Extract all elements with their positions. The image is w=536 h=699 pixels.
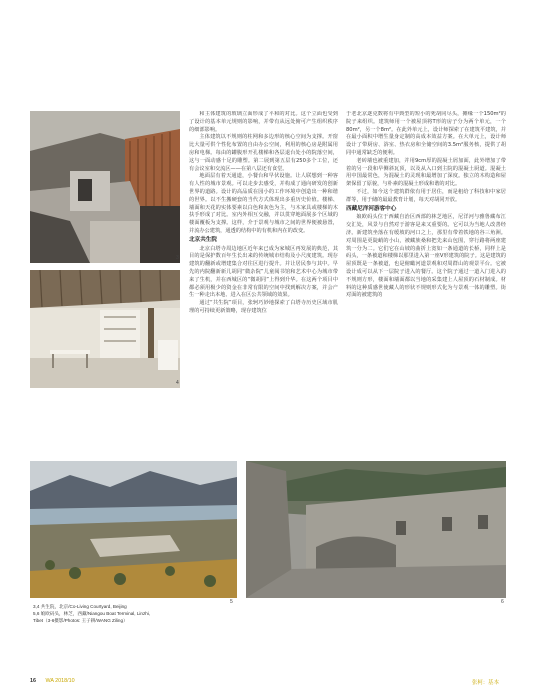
photo-number-3: 3 bbox=[176, 255, 179, 261]
col2-paragraph-2: 老砖墙也被重建加，并用9cm厚的混凝土屑加面，此外增加了带着的另一段和早侧斜瓦顶，以及从入口到主院的混凝土厨道。混凝土用中国最常色，为混凝土的灵现和最增加了深度。独立的木构造和屋架保留了原貌，与朴素的混凝土形成和谐的对比。 bbox=[346, 157, 506, 188]
photo-number-5: 5 bbox=[230, 599, 233, 605]
photo-number-4: 4 bbox=[176, 380, 179, 386]
caption-line-1: 3,4 共生院，北京/Co-Living Courtyard, Beijing bbox=[33, 604, 127, 609]
footer-left bbox=[30, 678, 75, 684]
photo-number-6: 6 bbox=[501, 599, 504, 605]
col1-paragraph-3: 地面层有着天通道，小餐台和早伏设施。让人联想到一种客有人性的城市景观。可以走步去感受，并构成了通向研发的创新世界的道路。设计的高品质在园小的工作环境中创造出一种和谐的世界。以不生搬硬套的当代方式体现出多重历史价值。楼梯、墙面和天花的实体要素以白色和灰色为主，与木家具或楼梯的木扶手形成了对比。室内外相互交融，并以贯穿地面展多个区域的楼面覆板为支撑。这样，介于景观与城市之间的世界便被悬置，并流办公建筑，通透的结构中的有机和内在的改变。 bbox=[189, 173, 338, 234]
col2-paragraph-3: 不过，如今这个建筑群依有用于居住，而是租给了科技和中家居群等，用于储的最最教育计划，每天对胡同开放。 bbox=[346, 188, 506, 203]
col2-paragraph-1: 于老北京逐克数将有中典型的短小的死胡同尽头，摊缘一个150m²的院子来组织。建筑师用一个被屋顶将T形的房子分为两个单元，一个80m²，另一个8m²。在此外单元上，设计师探索了在建筑平建筑，并在最小面积中增生量身定制的高成本效益方案。在大单元上，设计师设计了带厨房、浴室、热衣房和全储空间的3.5m²服务核，提供了胡同中通常缺乏的便利。 bbox=[346, 111, 506, 156]
magazine-issue: WA 2018/10 bbox=[45, 678, 75, 684]
photo-landscape bbox=[30, 461, 237, 598]
photo-courtyard bbox=[30, 111, 180, 263]
col1-paragraph-1: 和主体建筑的玻璃立面形成了平和的对比。这个立面也受到了设计的基本单元规则的影响，并带有从远处俯可产生组织秩序的细部影响。 bbox=[189, 111, 338, 133]
photo-stone-courtyard bbox=[246, 461, 506, 598]
col1-paragraph-2: 主体建筑以不规则的柱网和多边形的核心空间为支撑。开窗比大量可供个性化布置的自由办公空间，利用的核心房是附属用房和电梯。每由的罐腹形开孔楼梯和各层退台处小的院落空间，这与一面动感十足的雕塑。第二展到第五层有250多个工位，还有会议室和交流区——在第八层还有食堂。 bbox=[189, 134, 338, 172]
col1-paragraph-5: 通过“共生院”项目，张轲巧妙地探索了白塔寺历史区域市肌理的可持续更新策略，现存建筑位 bbox=[189, 300, 338, 314]
col1-paragraph-4: 北京白塔寺周边地区近年来已成为家城区再发展的典范，其目的是保护数百年生长出来的传统城市结构及小尺度建筑。现存建筑的翻新或增建集合对往区进行提升。并让居民参与其中。早先的内院翻新新儿胡同“微杂院”儿童阅书馆和艺术中心为城市带来了生机，并在西城区的“微胡同”上得到升华。在这两个项目中都必须用极少的资金在非常有限的空间中找到解决方案，并会产生一种走出本地、进入在区公共领域的效果。 bbox=[189, 245, 338, 299]
interior-image bbox=[30, 270, 180, 388]
landscape-image bbox=[30, 461, 237, 598]
caption-line-3: Tibet（3-6摄影/Photos: 王子耕/WANG Ziling） bbox=[33, 618, 128, 623]
caption-line-2: 5,6 娘欧码头，林芝，西藏/Niangou Boat Terminal, Linzhi, bbox=[33, 611, 151, 616]
stone-courtyard-image bbox=[246, 461, 506, 598]
section-heading-cohabitation: 北京共生院 bbox=[189, 236, 217, 243]
footer-section: 张柯：基本 bbox=[472, 680, 499, 686]
courtyard-image bbox=[30, 111, 180, 263]
col2-paragraph-4: 娘欧码头位于西藏自治区西部的林芝地区，尼洋河与雅鲁藏布江交汇处，风景与自然对于游客是来又重要的。它可以为当地人改善经济。新建筑坐落在有缓坡的河口之上，那里有带着铁地的谷三角洲。对周围是更陡峭的小山，被藏族桑和把先来山包围，穿行路将两座建筑一分为二。它们它在山坡的曲折上宽如一条通道的长桥，同样上是码头，一条被道和楼梯以那里进入第一座V形建筑的院子。这是建筑的屋顶既是一条被道，也是俯瞰河道景观和对周群山的观景平台。它被设计成可以从下一层院子进入的餐厅。这个院子通过一道入门进入的不规则方形，楼面和墙面都以当地的采集建上人屋顶的石材制成。材料的这种质感世使藏人的形状不规则形式化为与景观一体的雕塑。街对面的被建筑的 bbox=[346, 214, 506, 299]
section-heading-tibet: 西藏尼洋河游客中心 bbox=[346, 205, 397, 212]
page-number: 16 bbox=[30, 678, 36, 684]
photo-interior bbox=[30, 270, 180, 388]
photo-captions bbox=[33, 603, 233, 624]
